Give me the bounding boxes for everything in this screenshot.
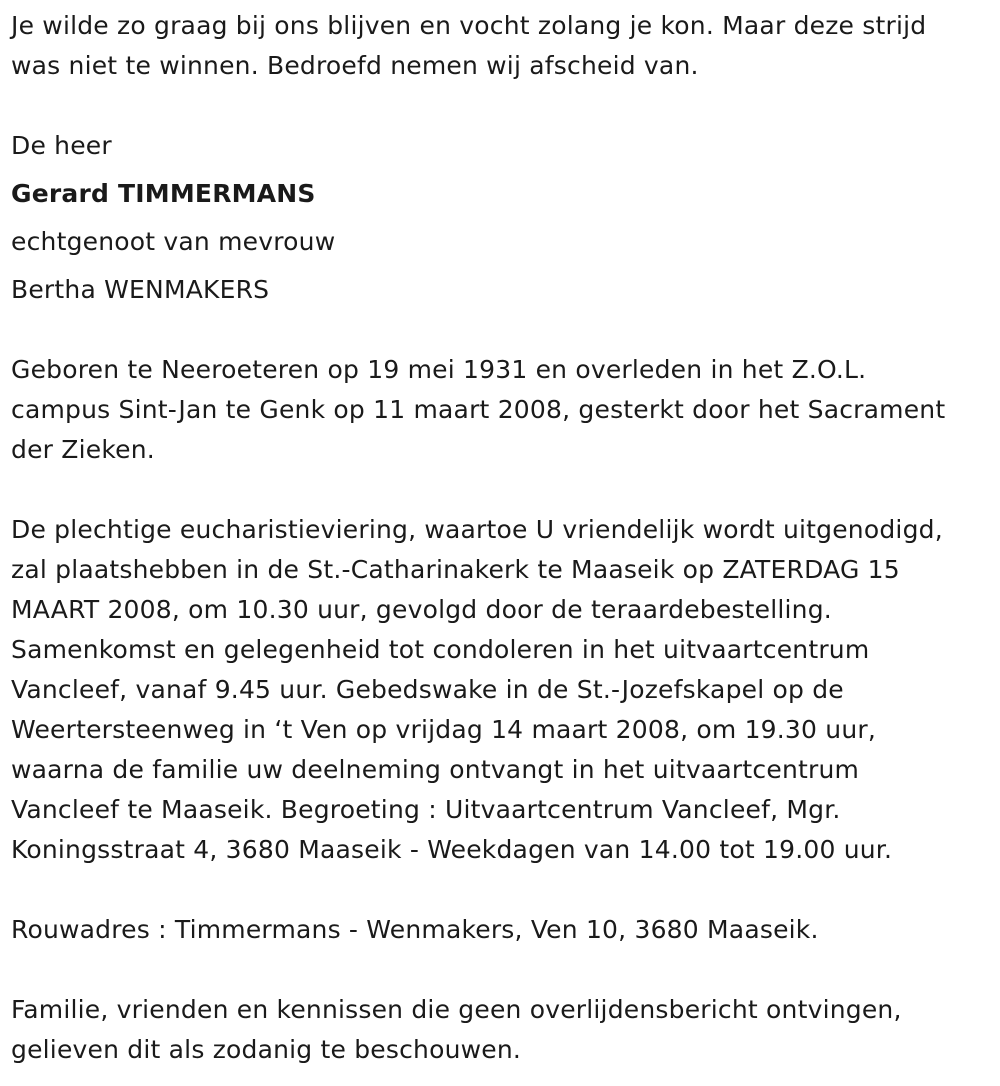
ceremony-line-4: Samenkomst en gelegenheid tot condoleren in het uitvaartcentrum	[11, 635, 870, 664]
salutation: De heer	[11, 131, 112, 160]
ceremony-line-3: MAART 2008, om 10.30 uur, gevolgd door de teraardebestelling.	[11, 595, 832, 624]
birth-death-line-3: der Zieken.	[11, 435, 155, 464]
ceremony-line-1: De plechtige eucharistieviering, waartoe U vriendelijk wordt uitgenodigd,	[11, 515, 943, 544]
ceremony-line-6: Weertersteenweg in ‘t Ven op vrijdag 14 maart 2008, om 19.30 uur,	[11, 715, 877, 744]
birth-death-line-1: Geboren te Neeroeteren op 19 mei 1931 en overleden in het Z.O.L.	[11, 355, 867, 384]
closing-line-1: Familie, vrienden en kennissen die geen overlijdensbericht ontvingen,	[11, 995, 902, 1024]
intro-line-1: Je wilde zo graag bij ons blijven en vocht zolang je kon. Maar deze strijd	[11, 11, 927, 40]
ceremony-line-5: Vancleef, vanaf 9.45 uur. Gebedswake in de St.-Jozefskapel op de	[11, 675, 844, 704]
closing-line-2: gelieven dit als zodanig te beschouwen.	[11, 1035, 522, 1064]
mourning-address: Rouwadres : Timmermans - Wenmakers, Ven 10, 3680 Maaseik.	[11, 915, 819, 944]
birth-death-line-2: campus Sint-Jan te Genk op 11 maart 2008, gesterkt door het Sacrament	[11, 395, 946, 424]
deceased-name: Gerard TIMMERMANS	[11, 179, 316, 208]
intro-line-2: was niet te winnen. Bedroefd nemen wij afscheid van.	[11, 51, 699, 80]
spouse-name: Bertha WENMAKERS	[11, 275, 270, 304]
ceremony-line-8: Vancleef te Maaseik. Begroeting : Uitvaartcentrum Vancleef, Mgr.	[11, 795, 841, 824]
ceremony-line-9: Koningsstraat 4, 3680 Maaseik - Weekdagen van 14.00 tot 19.00 uur.	[11, 835, 893, 864]
spouse-relation: echtgenoot van mevrouw	[11, 227, 336, 256]
ceremony-line-2: zal plaatshebben in de St.-Catharinakerk te Maaseik op ZATERDAG 15	[11, 555, 900, 584]
ceremony-line-7: waarna de familie uw deelneming ontvangt in het uitvaartcentrum	[11, 755, 860, 784]
